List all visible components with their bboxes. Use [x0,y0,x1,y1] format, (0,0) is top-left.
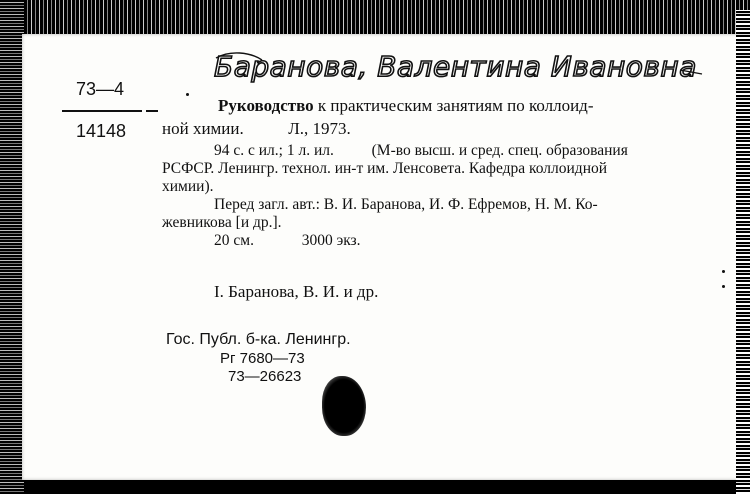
title-lead-word: Руководство [218,96,314,115]
scan-border-top [0,0,750,36]
scan-border-left [0,0,24,494]
card-number: 14148 [76,121,127,141]
authors-note-line-1: Перед загл. авт.: В. И. Баранова, И. Ф. Ефремов, Н. М. Ко- [214,196,598,213]
physical-line [214,231,361,251]
classification-index: 73—4 [76,79,125,99]
ink-speck [186,93,189,96]
library-record-number: 73—26623 [228,368,302,385]
imprint: Л., 1973. [288,119,351,138]
title-line-1 [218,95,594,117]
scan-border-right [736,10,750,494]
classification-divider [62,110,142,112]
library-shelf-number: Рг 7680—73 [220,350,305,367]
title-line-2 [162,118,351,140]
collation: 94 с. с ил.; 1 л. ил. [214,142,334,159]
library-name: Гос. Публ. б-ка. Ленингр. [166,331,351,348]
ink-blot [322,376,366,436]
authors-note-line-2: жевникова [и др.]. [162,214,282,231]
copies: 3000 экз. [301,232,361,249]
title-end: ной химии. [162,119,244,138]
collation-line [214,141,628,161]
title-continuation: к практическим занятиям по коллоид- [317,96,594,115]
series-note-line-2: РСФСР. Ленингр. технол. ин-т им. Ленсовета. Кафедра коллоидной [162,160,608,177]
size: 20 см. [214,232,254,249]
handwritten-author-text: Баранова, Валентина Ивановна [214,50,697,83]
classification-divider-dash [146,110,158,112]
series-note-line-3: химии). [162,178,214,195]
series-note-line-1: (М-во высш. и сред. спец. образования [371,142,628,159]
ink-speck [722,270,725,273]
tracing: I. Баранова, В. И. и др. [214,282,379,301]
handwritten-author-heading [210,40,710,96]
ink-speck [722,285,725,288]
